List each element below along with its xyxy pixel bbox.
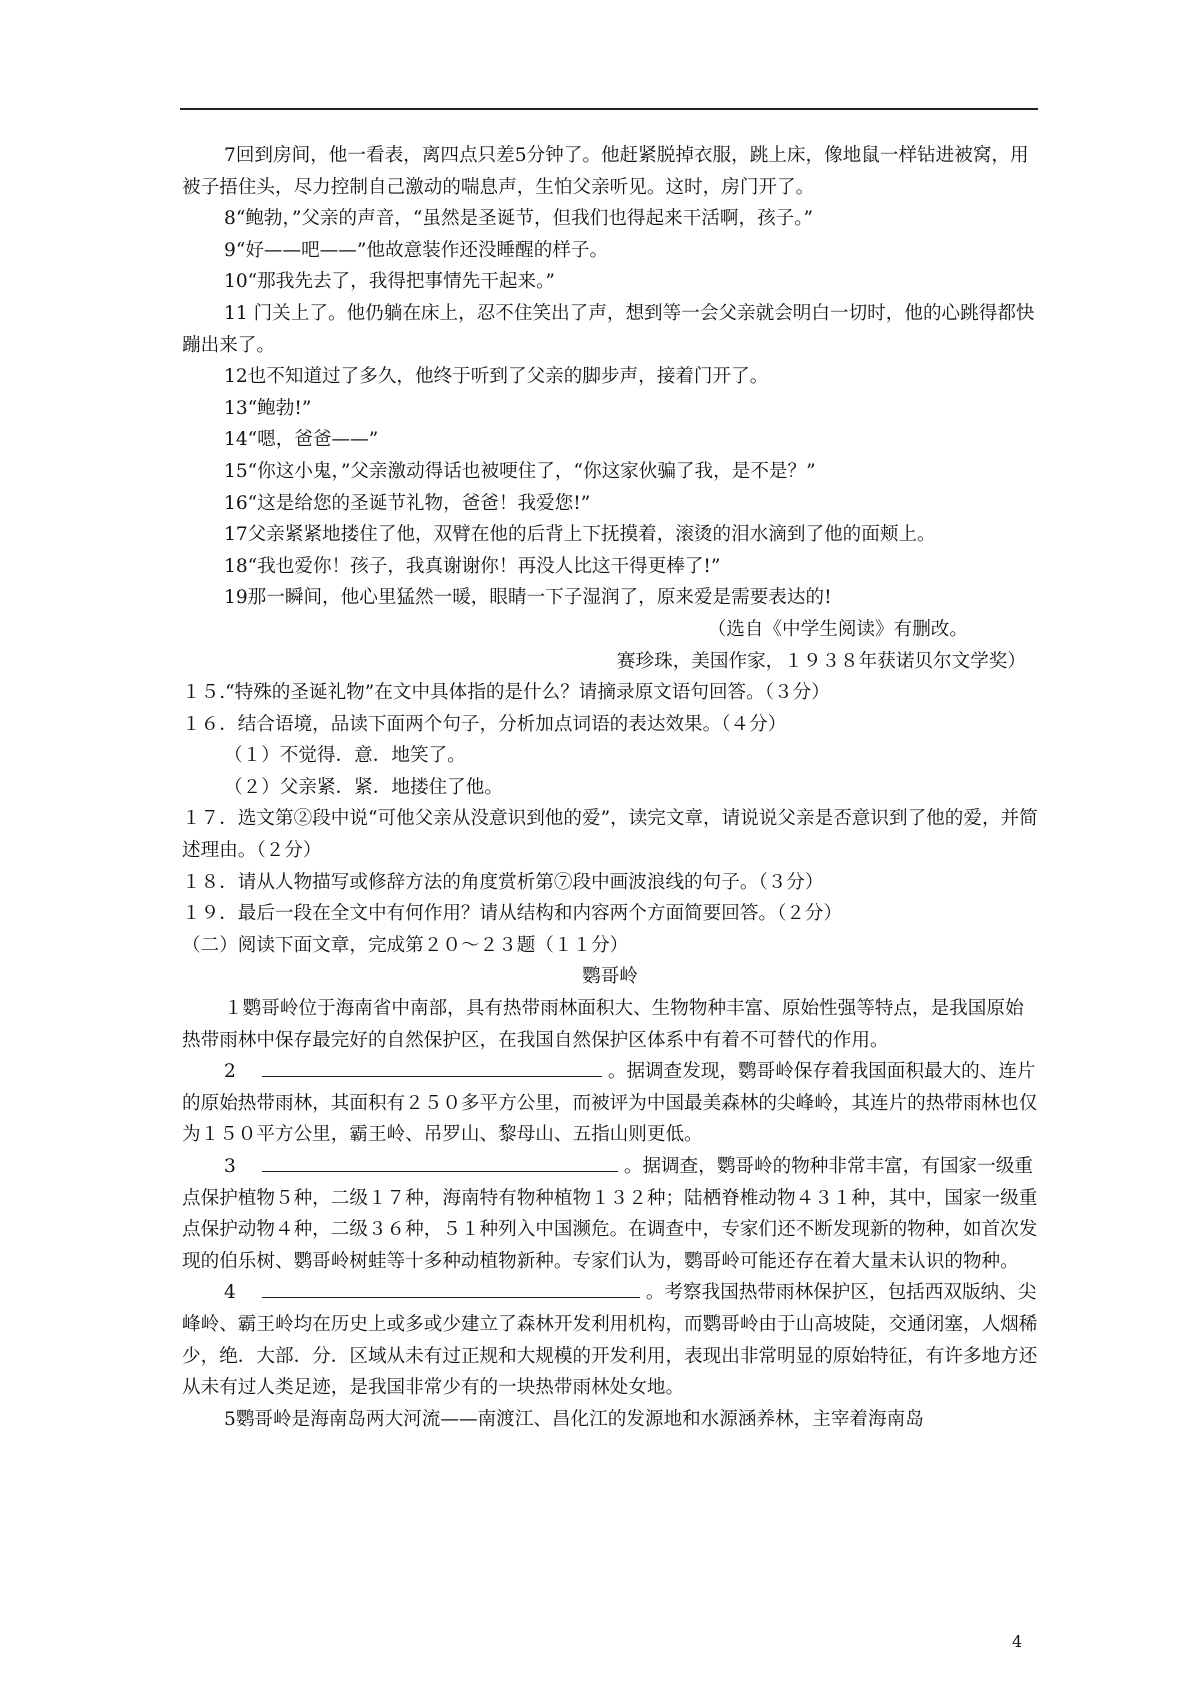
paragraph-text: 。考察我国热带雨林保护区，包括西双版纳、尖峰岭、霸王岭均在历史上或多或少建立了森林开发利用机构，而鹦哥岭由于山高坡陡，交通闭塞，人烟稀少，绝．大部．分．区域从未有过正规和大规模的开发利用，表现出非常明显的原始特征，有许多地方还从未有过人类足迹，是我国非常少有的一块热带雨林处女地。 bbox=[182, 1282, 1038, 1399]
question-18: １８．请从人物描写或修辞方法的角度赏析第⑦段中画波浪线的句子。（３分） bbox=[182, 871, 824, 893]
story-paragraph-17: 17父亲紧紧地搂住了他，双臂在他的后背上下抚摸着，滚烫的泪水滴到了他的面颊上。 bbox=[224, 524, 936, 546]
story-paragraph-14: 14“嗯，爸爸——” bbox=[224, 429, 379, 451]
article-paragraph-5: 5鹦哥岭是海南岛两大河流——南渡江、昌化江的发源地和水源涵养林，主宰着海南岛 bbox=[224, 1408, 924, 1430]
author-note: 赛珍珠，美国作家，１９３８年获诺贝尔文学奖） bbox=[616, 650, 1026, 672]
question-19: １９．最后一段在全文中有何作用？请从结构和内容两个方面简要回答。（２分） bbox=[182, 903, 843, 925]
story-paragraph-18: 18“我也爱你！孩子，我真谢谢你！再没人比这干得更棒了!” bbox=[224, 555, 721, 577]
paragraph-number: 2 bbox=[224, 1061, 236, 1083]
story-paragraph-9: 9“好——吧——”他故意装作还没睡醒的样子。 bbox=[224, 239, 609, 261]
source-note: （选自《中学生阅读》有删改。 bbox=[707, 618, 968, 640]
question-17: １７．选文第②段中说“可他父亲从没意识到他的爱”，读完文章，请说说父亲是否意识到了他的爱，并简述理由。（２分） bbox=[182, 808, 1038, 862]
section-2-heading: （二）阅读下面文章，完成第２０～２３题（１１分） bbox=[182, 934, 629, 956]
answer-blank bbox=[262, 1277, 640, 1298]
article-paragraph-4 bbox=[182, 1277, 1038, 1403]
question-16: １６．结合语境，品读下面两个句子，分析加点词语的表达效果。（４分） bbox=[182, 713, 787, 735]
story-paragraph-15: 15“你这小鬼，”父亲激动得话也被哽住了，“你这家伙骗了我，是不是？” bbox=[224, 460, 816, 482]
paragraph-number: 4 bbox=[224, 1282, 236, 1304]
page-content bbox=[182, 140, 1038, 1435]
question-16-item-2: （２）父亲紧．紧．地搂住了他。 bbox=[224, 776, 503, 798]
paragraph-number: 3 bbox=[224, 1156, 236, 1177]
page-number: 4 bbox=[1012, 1632, 1023, 1651]
question-15: １５.“特殊的圣诞礼物”在文中具体指的是什么？请摘录原文语句回答。（３分） bbox=[182, 682, 830, 704]
story-paragraph-16: 16“这是给您的圣诞节礼物，爸爸！我爱您!” bbox=[224, 492, 591, 514]
answer-blank bbox=[262, 1151, 618, 1172]
header-rule bbox=[180, 108, 1038, 110]
question-16-item-1: （１）不觉得．意．地笑了。 bbox=[224, 745, 466, 767]
story-paragraph-10: 10“那我先去了，我得把事情先干起来。” bbox=[224, 271, 555, 293]
paragraph-text: 。据调查，鹦哥岭的物种非常丰富，有国家一级重点保护植物５种，二级１７种，海南特有物种植物１３２种；陆栖脊椎动物４３１种，其中，国家一级重点保护动物４种，二级３６种，５１种列入中国濒危。在调查中，专家们还不断发现新的物种，如首次发现的伯乐树、鹦哥岭树蛙等十多种动植物新种。专家们认为，鹦哥岭可能还存在着大量未认识的物种。 bbox=[182, 1156, 1038, 1272]
story-paragraph-12: 12也不知道过了多久，他终于听到了父亲的脚步声，接着门开了。 bbox=[224, 366, 769, 388]
article-paragraph-3 bbox=[182, 1151, 1038, 1277]
story-paragraph-7: 7回到房间，他一看表，离四点只差5分钟了。他赶紧脱掉衣服，跳上床，像地鼠一样钻进被窝，用被子捂住头，尽力控制自己激动的喘息声，生怕父亲听见。这时，房门开了。 bbox=[182, 145, 1029, 198]
article-paragraph-1: １鹦哥岭位于海南省中南部，具有热带雨林面积大、生物物种丰富、原始性强等特点，是我国原始热带雨林中保存最完好的自然保护区，在我国自然保护区体系中有着不可替代的作用。 bbox=[182, 998, 1024, 1051]
article-paragraph-2 bbox=[182, 1056, 1038, 1151]
article-title: 鹦哥岭 bbox=[582, 966, 638, 988]
story-paragraph-11: 11 门关上了。他仍躺在床上，忍不住笑出了声，想到等一会父亲就会明白一切时，他的心跳得都快蹦出来了。 bbox=[182, 302, 1035, 356]
story-paragraph-19: 19那一瞬间，他心里猛然一暖，眼睛一下子湿润了，原来爱是需要表达的! bbox=[224, 587, 832, 609]
story-paragraph-8: 8“鲍勃，”父亲的声音，“虽然是圣诞节，但我们也得起来干活啊，孩子。” bbox=[224, 208, 814, 230]
answer-blank bbox=[262, 1056, 602, 1077]
story-paragraph-13: 13“鲍勃!” bbox=[224, 397, 312, 419]
paragraph-text: 。据调查发现，鹦哥岭保存着我国面积最大的、连片的原始热带雨林，其面积有２５０多平方公里，而被评为中国最美森林的尖峰岭，其连片的热带雨林也仅为１５０平方公里，霸王岭、吊罗山、黎母山、五指山则更低。 bbox=[182, 1061, 1038, 1146]
